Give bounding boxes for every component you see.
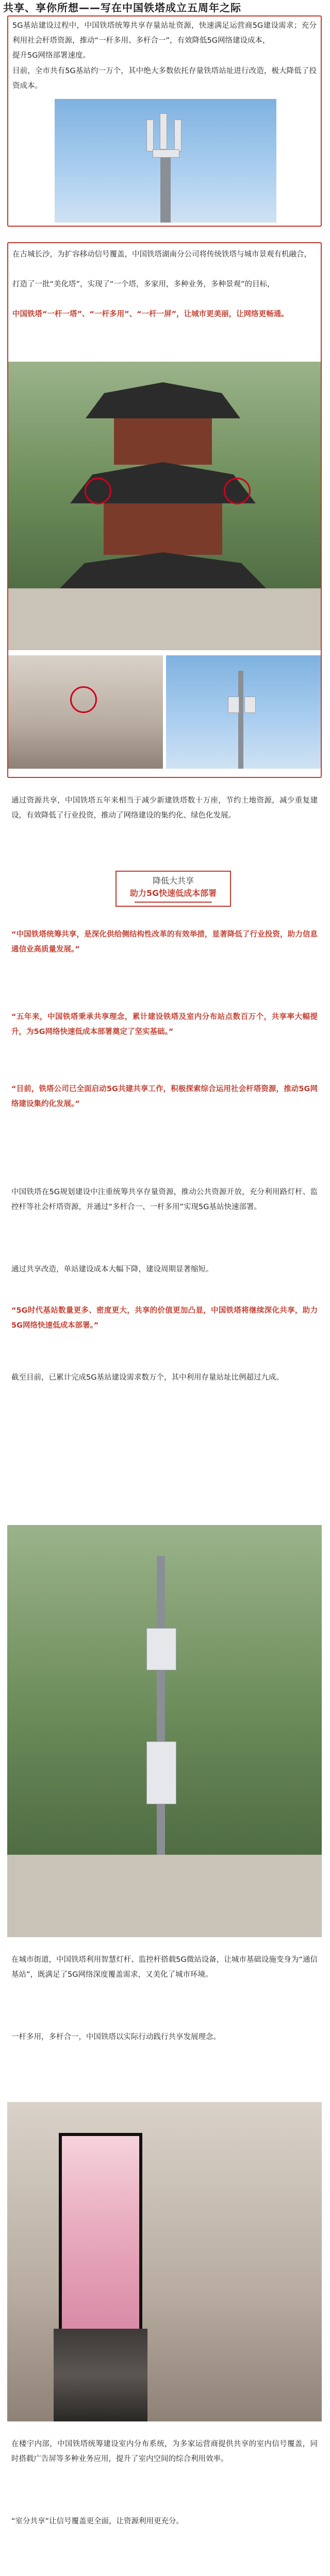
paragraph: “室分共享”让信号覆盖更全面，让资源利用更充分。 [11, 2517, 184, 2526]
callout-line1: 降低大共享 [152, 876, 194, 886]
antenna-marker [70, 686, 97, 713]
callout-line2: 助力5G快速低成本部署 [129, 888, 217, 898]
paragraph: 一杆多用，多杆合一，中国铁塔以实际行动践行共享发展理念。 [11, 2033, 221, 2041]
paragraph: 通过资源共享，中国铁塔五年来相当于减少新建铁塔数十万座，节约土地资源，减少重复建设，有效降低了行业投资，推动了网络建设的集约化、绿色化发展。 [11, 796, 318, 820]
article-title: 共享、享你所想——写在中国铁塔成立五周年之际 [3, 2, 241, 14]
paragraph: 5G基站建设过程中，中国铁塔统筹共享存量站址资源，快速满足运营商5G建设需求；充分利用社会杆塔资源，推动“一杆多用、多杆合一”，有效降低5G网络建设成本， [12, 22, 317, 45]
street-section [7, 1525, 322, 2092]
detail-photo-left [8, 655, 163, 769]
indoor-screen-photo [7, 2102, 322, 2421]
paragraph: 打造了一批“美化塔”，实现了“一个塔，多家用，多种业务，多种景观”的目标， [12, 280, 275, 289]
paragraph: 在古城长沙，为扩容移动信号覆盖，中国铁塔湖南分公司将传统铁塔与城市景观有机融合， [12, 250, 311, 259]
pagoda-photo [8, 362, 321, 650]
paragraph: 在城市街道，中国铁塔利用智慧灯杆、监控杆搭载5G微站设备，让城市基础设施变身为“通信基站”，既满足了5G网络深度覆盖需求，又美化了城市环境。 [11, 1956, 318, 1979]
street-pole-photo [7, 1525, 322, 1937]
highlight-paragraph: “5G时代基站数量更多、密度更大，共享的价值更加凸显，中国铁塔将继续深化共享，助力5G网络快速低成本部署。” [11, 1307, 318, 1330]
highlight-paragraph: “五年来，中国铁塔秉承共享理念，累计建设铁塔及室内分布站点数百万个，共享率大幅提升，为5G网络快速低成本部署奠定了坚实基础。” [11, 1013, 318, 1036]
callout-box [116, 871, 231, 907]
paragraph: 提升5G网络部署速度。 [12, 52, 90, 60]
paragraph: 目前，全市共有5G基站约一万个，其中绝大多数依托存量铁塔站址进行改造，极大降低了投资成本。 [12, 67, 317, 90]
highlight-paragraph: 中国铁塔“一杆一塔”、“一杆多用”、“一杆一屏”，让城市更美丽，让网络更畅通。 [12, 310, 289, 318]
quote-section [7, 1010, 322, 1175]
antenna-marker [85, 478, 111, 504]
tower-photo [55, 99, 276, 223]
paragraph: 在楼宇内部，中国铁塔统筹建设室内分布系统，为多家运营商提供共享的室内信号覆盖，同时搭载广告屏等多种业务应用，提升了室内空间的综合利用效率。 [11, 2440, 318, 2463]
paragraph: 通过共享改造，单站建设成本大幅下降，建设周期显著缩短。 [11, 1265, 213, 1274]
deployment-section [7, 1185, 322, 1515]
pagoda-section [7, 242, 322, 778]
intro-section [7, 15, 322, 227]
indoor-section [7, 2102, 322, 2576]
highlight-paragraph: “中国铁塔统筹共享，是深化供给侧结构性改革的有效举措，显著降低了行业投资，助力信息通信业高质量发展。” [11, 930, 318, 954]
antenna-marker [224, 478, 251, 504]
detail-photo-right [166, 655, 321, 769]
paragraph: 中国铁塔在5G规划建设中注重统筹共享存量资源，推动公共资源开放，充分利用路灯杆、监控杆等社会杆塔资源，并通过“多杆合一、一杆多用”实现5G基站快速部署。 [11, 1188, 318, 1211]
highlight-paragraph: “目前，铁塔公司已全面启动5G共建共享工作，积极探索综合运用社会杆塔资源，推动5G网络建设集约化发展。” [11, 1085, 318, 1108]
paragraph: 截至目前，已累计完成5G基站建设需求数万个，其中利用存量站址比例超过九成。 [11, 1374, 284, 1382]
sharing-section [7, 793, 322, 1010]
